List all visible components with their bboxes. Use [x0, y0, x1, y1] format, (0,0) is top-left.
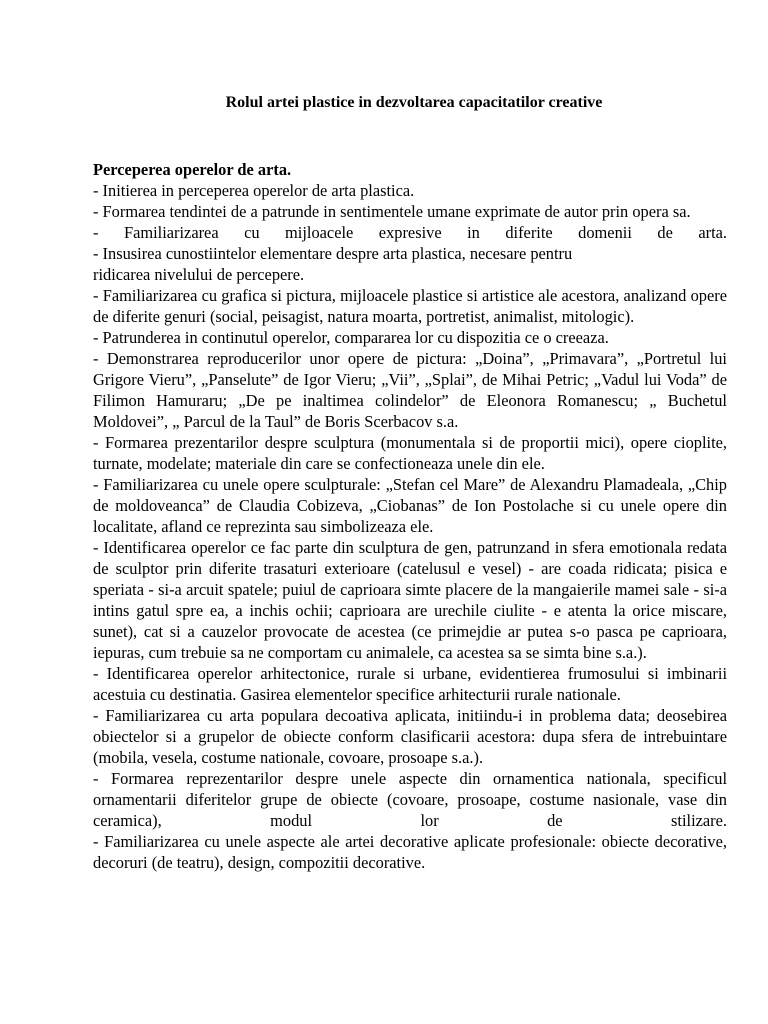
paragraph-9: - Formarea prezentarilor despre sculptura (monumentala si de proportii mici), opere cioplite, turnate, modelate; materiale din care se confectioneaza unele din ele.	[93, 433, 727, 473]
paragraph-13: - Familiarizarea cu arta populara decoativa aplicata, initiindu-i in problema data; deosebirea obiectelor si a grupelor de obiecte conform clasificarii acestora: dupa sfera de intrebuintare (mobila, vesela, costume nationale, covoare, prosoape s.a.).	[93, 706, 727, 767]
paragraph-7: - Patrunderea in continutul operelor, compararea lor cu dispozitia ce o creeaza.	[93, 328, 609, 347]
paragraph-6: - Familiarizarea cu grafica si pictura, mijloacele plastice si artistice ale acestora, analizand opere de diferite genuri (social, peisagist, natura moarta, portretist, animalist, mitologic).	[93, 286, 727, 326]
paragraph-15: - Familiarizarea cu unele aspecte ale artei decorative aplicate profesionale: obiecte decorative, decoruri (de teatru), design, compozitii decorative.	[93, 832, 727, 872]
paragraph-14: - Formarea reprezentarilor despre unele aspecte din ornamentica nationala, specificul ornamentarii diferitelor grupe de obiecte (covoare, prosoape, costume nasionale, vase din ceramica), modul lor de stilizare.	[93, 769, 727, 830]
section-heading: Perceperea operelor de arta.	[93, 160, 292, 179]
paragraph-11: - Identificarea operelor ce fac parte din sculptura de gen, patrunzand in sfera emotionala redata de sculptor prin diferite trasaturi exterioare (catelusul e vesel) - are coada ridicata; pisica e speriata - si-a arcuit spatele; puiul de caprioara simte placere de la mangaierile mamei sale - si-a intins gatul spre ea, a inchis ochii; caprioara are urechile ciulite - e atenta la orice miscare, sunet), cat si a cauzelor provocate de acestea (ce primejdie ar putea s-o pasca pe caprioara, iepuras, cum trebuie sa ne comportam cu animalele, ca acestea sa se simta bine s.a.).	[93, 538, 727, 662]
paragraph-3: - Familiarizarea cu mijloacele expresive in diferite domenii de arta.	[93, 223, 727, 242]
paragraph-4: - Insusirea cunostiintelor elementare despre arta plastica, necesare pentru	[93, 244, 573, 263]
paragraph-12: - Identificarea operelor arhitectonice, rurale si urbane, evidentierea frumosului si imbinarii acestuia cu destinatia. Gasirea elementelor specifice arhitecturii rurale nationale.	[93, 664, 727, 704]
paragraph-8: - Demonstrarea reproducerilor unor opere de pictura: „Doina”, „Primavara”, „Portretul lui Grigore Vieru”, „Panselute” de Igor Vieru; „Vii”, „Splai”, de Mihai Petric; „Vadul lui Voda” de Filimon Hamuraru; „De pe inaltimea colindelor” de Eleonora Romanescu; „ Buchetul Moldovei”, „ Parcul de la Taul” de Boris Scerbacov s.a.	[93, 349, 727, 431]
paragraph-1: - Initierea in perceperea operelor de arta plastica.	[93, 181, 415, 200]
paragraph-10: - Familiarizarea cu unele opere sculpturale: „Stefan cel Mare” de Alexandru Plamadeala, „Chip de moldoveanca” de Claudia Cobizeva, „Ciobanas” de Ion Postolache si cu unele opere din localitate, afland ce reprezinta sau simbolizeaza ele.	[93, 475, 727, 536]
paragraph-5: ridicarea nivelului de percepere.	[93, 265, 305, 284]
paragraph-2: - Formarea tendintei de a patrunde in sentimentele umane exprimate de autor prin opera sa.	[93, 202, 691, 221]
document-title: Rolul artei plastice in dezvoltarea capacitatilor creative	[225, 94, 603, 111]
